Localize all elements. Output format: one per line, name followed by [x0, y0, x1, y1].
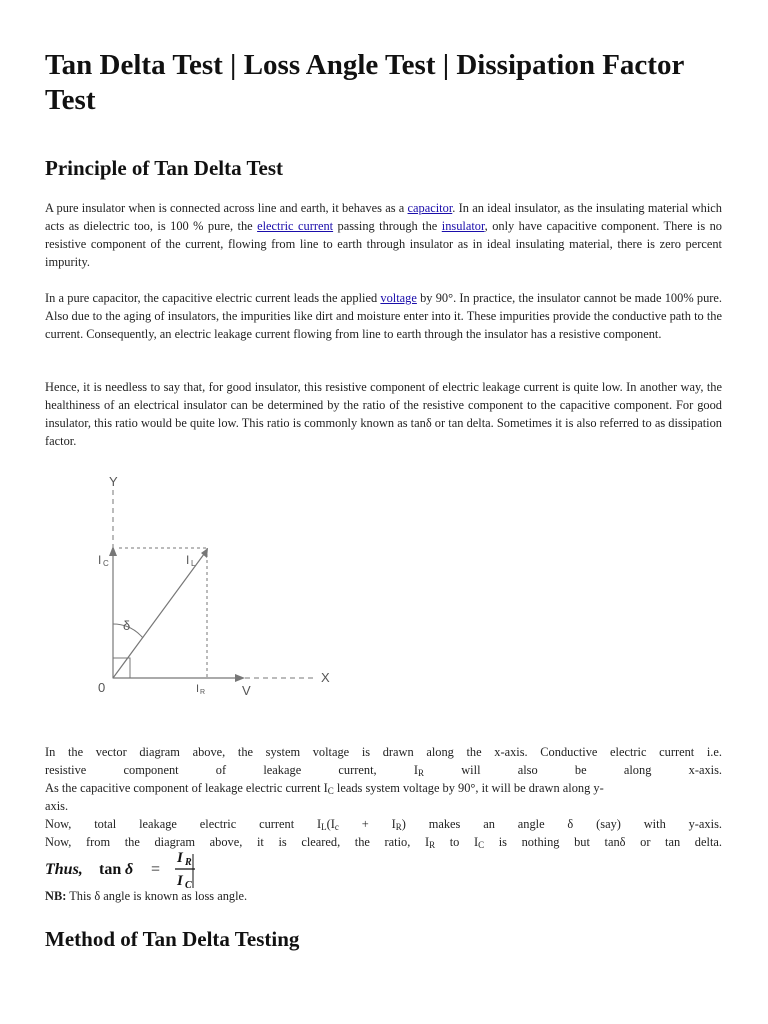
v-arrowhead: [235, 674, 245, 682]
text-vector-line-1: In the vector diagram above, the system voltage is drawn along the x-axis. Conductive electric current i.e.: [45, 745, 722, 759]
formula-numerator-sub: R: [185, 857, 192, 868]
section-heading-method: Method of Tan Delta Testing: [45, 927, 300, 951]
ic-label: I: [98, 553, 102, 567]
x-axis-label: X: [321, 670, 330, 685]
formula-tan: tan: [99, 861, 122, 878]
il-vector: [113, 550, 207, 678]
text-vector-line-6: Now, from the diagram above, it is cleared, the ratio, $I_R$ to $I_C$ is nothing but tanδ or tan delta.: [45, 835, 722, 850]
text-vector-line-3: As the capacitive component of leakage electric current $I_C$ leads system voltage by 90°, it will be drawn along y-: [45, 781, 604, 796]
ir-label-sub: R: [200, 689, 206, 696]
text-vector-line-2: resistive component of leakage current, $I_R$ will also be along x-axis.: [45, 763, 722, 778]
il-label-sub: L: [191, 559, 196, 568]
page-title: Tan Delta Test | Loss Angle Test | Dissipation Factor Test: [45, 49, 684, 116]
tan-delta-formula: [45, 848, 245, 888]
vector-diagram: [85, 470, 345, 710]
origin-label: 0: [98, 680, 106, 695]
link-capacitor[interactable]: capacitor: [407, 201, 453, 215]
y-axis-label: Y: [109, 474, 118, 489]
paragraph-good-insulator: Hence, it is needless to say that, for good insulator, this resistive component of electric leakage current is quite low. In another way, the healthiness of an electrical insulator can be determined by the ratio of the resistive component to the capacitive component. For good insulator, this ratio would be quite low. This ratio is commonly known as tanδ or tan delta. Sometimes it is also referred to as dissipation factor.: [45, 380, 722, 448]
formula-delta: δ: [125, 861, 134, 878]
section-heading-principle: Principle of Tan Delta Test: [45, 156, 284, 180]
formula-numerator: I: [177, 850, 183, 866]
link-electric-current[interactable]: electric current: [257, 219, 334, 233]
v-label: V: [242, 683, 251, 698]
formula-thus: Thus,: [45, 861, 83, 878]
il-label: I: [186, 553, 190, 567]
delta-label: δ: [123, 618, 131, 633]
paragraph-pure-capacitor: In a pure capacitor, the capacitive electric current leads the applied voltage by 90°. In practice, the insulator cannot be made 100% pure. Also due to the aging of insulators, the impurities like dirt and moisture enter into it. These impurities provide the conductive path to the current. Consequently, an electric leakage current flowing from line to earth through the insulator has a resistive component.: [45, 291, 722, 341]
link-voltage[interactable]: voltage: [380, 291, 417, 305]
text-vector-line-4: axis.: [45, 799, 69, 813]
formula-denominator-sub: C: [185, 880, 192, 890]
link-insulator[interactable]: insulator: [441, 219, 485, 233]
ic-arrowhead: [109, 546, 117, 556]
paragraph-pure-insulator: A pure insulator when is connected across line and earth, it behaves as a capacitor. In an ideal insulator, as the insulating material which acts as dielectric too, is 100 % pure, the electric current passing through the insulator, only have capacitive component. There is no resistive component of the current, flowing from line to earth through insulator as in ideal insulating material, there is zero percent impurity.: [45, 201, 723, 269]
ic-label-sub: C: [103, 559, 109, 568]
ir-label: I: [196, 683, 200, 695]
text-vector-line-5: Now, total leakage electric current $I_L(I_c + I_R)$ makes an angle δ (say) with y-axis.: [45, 817, 722, 832]
formula-graphic: [45, 848, 245, 890]
nb-label: NB:: [45, 889, 67, 903]
formula-equals: =: [151, 861, 161, 878]
nb-note: NB: This δ angle is known as loss angle.: [45, 889, 248, 903]
formula-denominator: I: [177, 873, 183, 889]
